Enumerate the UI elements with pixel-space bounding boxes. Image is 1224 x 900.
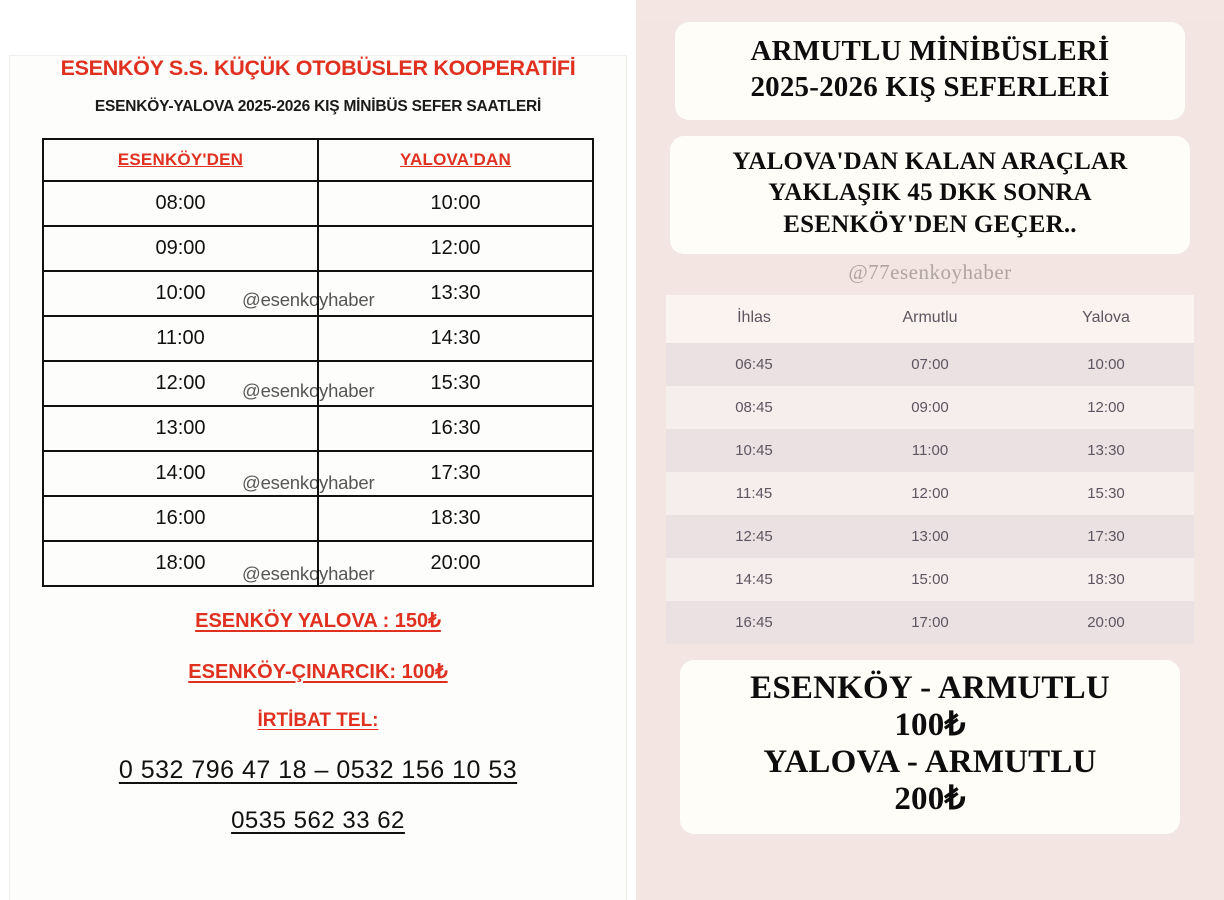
cell-departure: 09:00	[43, 226, 318, 271]
watermark-handle: @esenkoyhaber	[242, 289, 375, 310]
cell-return: 15:30	[318, 361, 593, 406]
armutlu-timetable	[666, 295, 1194, 644]
contact-label: İRTİBAT TEL:	[257, 710, 379, 731]
right-poster-panel	[636, 0, 1224, 900]
right-title-line-2: 2025-2026 KIŞ SEFERLERİ	[750, 70, 1110, 103]
table-row	[666, 386, 1194, 429]
table-row	[666, 472, 1194, 515]
table-row	[666, 515, 1194, 558]
cell-yalova: 12:00	[1018, 386, 1194, 429]
right-note-line-3: ESENKÖY'DEN GEÇER..	[783, 210, 1077, 238]
phone-numbers-line-2: 0535 562 33 62	[231, 807, 405, 834]
table-row	[43, 271, 593, 316]
cell-armutlu: 17:00	[842, 601, 1018, 644]
right-price-band	[680, 660, 1180, 834]
cell-return: 20:00	[318, 541, 593, 586]
cell-yalova: 18:30	[1018, 558, 1194, 601]
cell-armutlu: 11:00	[842, 429, 1018, 472]
right-note-line-2: YAKLAŞIK 45 DKK SONRA	[768, 179, 1092, 207]
price-route-yalova-armutlu: YALOVA - ARMUTLU	[763, 744, 1097, 781]
table-header-row	[43, 139, 593, 181]
cell-departure: 14:00	[43, 451, 318, 496]
cell-departure: 18:00	[43, 541, 318, 586]
watermark-handle: @esenkoyhaber	[242, 380, 375, 401]
cell-ihlas: 10:45	[666, 429, 842, 472]
cell-ihlas: 14:45	[666, 558, 842, 601]
table-row	[43, 451, 593, 496]
cell-armutlu: 15:00	[842, 558, 1018, 601]
cell-yalova: 10:00	[1018, 343, 1194, 386]
table-row	[43, 496, 593, 541]
cell-return: 13:30	[318, 271, 593, 316]
cell-departure: 08:00	[43, 181, 318, 226]
cell-departure: 12:00	[43, 361, 318, 406]
cell-yalova: 15:30	[1018, 472, 1194, 515]
price-route-esenkoy-armutlu: ESENKÖY - ARMUTLU	[750, 670, 1110, 707]
cell-ihlas: 08:45	[666, 386, 842, 429]
column-header-ihlas: İhlas	[666, 295, 842, 343]
cell-armutlu: 12:00	[842, 472, 1018, 515]
column-header-yalovadan: YALOVA'DAN	[318, 139, 593, 181]
cell-ihlas: 06:45	[666, 343, 842, 386]
left-poster-card	[10, 56, 626, 900]
table-row	[43, 361, 593, 406]
cell-departure: 13:00	[43, 406, 318, 451]
cell-yalova: 13:30	[1018, 429, 1194, 472]
table-row	[666, 601, 1194, 644]
table-row	[43, 181, 593, 226]
table-header-row	[666, 295, 1194, 343]
cell-armutlu: 13:00	[842, 515, 1018, 558]
column-header-yalova: Yalova	[1018, 295, 1194, 343]
price-value-yalova-armutlu: 200₺	[894, 781, 966, 818]
cell-return: 17:30	[318, 451, 593, 496]
right-poster-card	[636, 22, 1224, 900]
cell-departure: 10:00	[43, 271, 318, 316]
table-row	[666, 558, 1194, 601]
right-title-band	[675, 22, 1185, 120]
cell-return: 18:30	[318, 496, 593, 541]
cell-armutlu: 09:00	[842, 386, 1018, 429]
watermark-handle: @77esenkoyhaber	[848, 260, 1012, 285]
price-value-esenkoy-armutlu: 100₺	[894, 707, 966, 744]
cell-departure: 16:00	[43, 496, 318, 541]
watermark-handle: @esenkoyhaber	[242, 472, 375, 493]
table-row	[666, 429, 1194, 472]
cell-departure: 11:00	[43, 316, 318, 361]
table-row	[43, 406, 593, 451]
esenkoy-yalova-timetable	[42, 138, 594, 587]
cell-return: 16:30	[318, 406, 593, 451]
cell-ihlas: 11:45	[666, 472, 842, 515]
price-esenkoy-cinarcik: ESENKÖY-ÇINARCIK: 100₺	[188, 661, 448, 683]
cell-ihlas: 16:45	[666, 601, 842, 644]
table-row	[666, 343, 1194, 386]
cell-return: 12:00	[318, 226, 593, 271]
cell-return: 14:30	[318, 316, 593, 361]
table-row	[43, 316, 593, 361]
cell-yalova: 20:00	[1018, 601, 1194, 644]
column-header-armutlu: Armutlu	[842, 295, 1018, 343]
table-row	[43, 541, 593, 586]
phone-numbers-line-1: 0 532 796 47 18 – 0532 156 10 53	[118, 756, 518, 784]
left-title: ESENKÖY S.S. KÜÇÜK OTOBÜSLER KOOPERATİFİ	[60, 56, 576, 80]
column-header-esenkoyden: ESENKÖY'DEN	[43, 139, 318, 181]
right-note-band	[670, 136, 1190, 255]
watermark-handle: @esenkoyhaber	[242, 563, 375, 584]
right-title-line-1: ARMUTLU MİNİBÜSLERİ	[750, 35, 1110, 67]
left-subtitle: ESENKÖY-YALOVA 2025-2026 KIŞ MİNİBÜS SEFER SAATLERİ	[94, 98, 542, 115]
right-note-line-1: YALOVA'DAN KALAN ARAÇLAR	[732, 147, 1128, 175]
cell-armutlu: 07:00	[842, 343, 1018, 386]
cell-ihlas: 12:45	[666, 515, 842, 558]
cell-return: 10:00	[318, 181, 593, 226]
cell-yalova: 17:30	[1018, 515, 1194, 558]
table-row	[43, 226, 593, 271]
price-esenkoy-yalova: ESENKÖY YALOVA : 150₺	[195, 610, 441, 632]
